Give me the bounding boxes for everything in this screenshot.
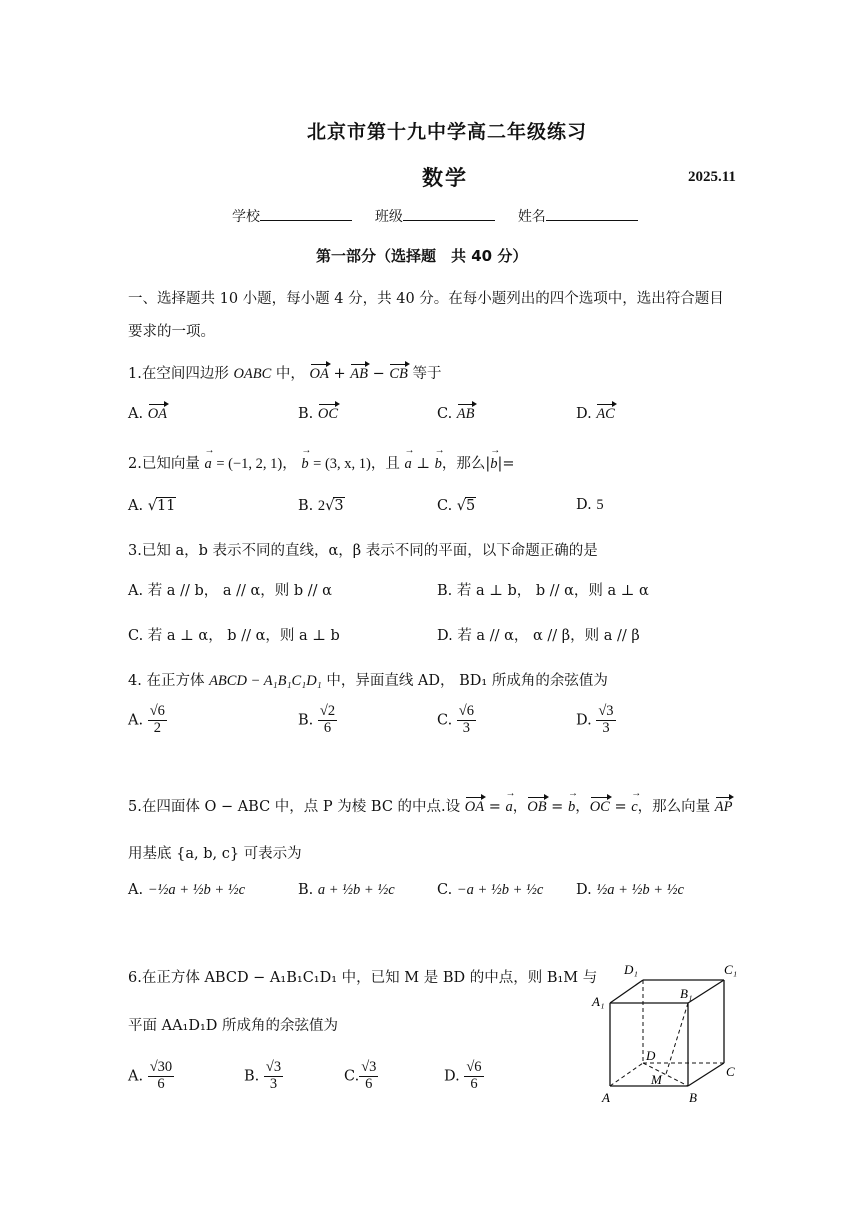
question-3-option-a[interactable]: A. 若 a // b， a // α，则 b // α (128, 583, 332, 599)
question-2-stem: 2.已知向量 → a = (−1, 2, 1)， → b = (3, x, 1)，且 → a ⊥ → b，那么|→ b|= (128, 452, 515, 473)
question-4-stem: 4. 在正方体 ABCD − A₁B₁C₁D₁ 中，异面直线 AD， BD₁ 所成角的余弦值为 (128, 673, 608, 689)
question-6-option-c[interactable]: C. $\frac{√3}{6}$ (344, 1059, 377, 1092)
edge-b1c1 (688, 980, 724, 1003)
question-3-option-c[interactable]: C. 若 a ⊥ α， b // α，则 a ⊥ b (128, 628, 340, 644)
question-5-option-b[interactable]: B. a + ½b + ½c (298, 882, 395, 898)
question-6-stem: 6.在正方体 ABCD − A₁B₁C₁D₁ 中，已知 M 是 BD 的中点，则 B₁M 与 (128, 970, 598, 986)
class-label: 班级 (374, 209, 403, 225)
section-instructions-line2: 要求的一项。 (128, 324, 215, 340)
vector-ab: AB (350, 366, 368, 382)
label-d: D (646, 1048, 656, 1063)
question-5-option-a[interactable]: A. −½a + ½b + ½c (128, 882, 246, 898)
question-2-option-c[interactable]: C. √5 (437, 498, 476, 514)
label-a: A (602, 1090, 610, 1105)
question-6-stem-line2: 平面 AA₁D₁D 所成角的余弦值为 (128, 1018, 339, 1034)
label-a1: A₁ (592, 994, 605, 1009)
name-label: 姓名 (517, 209, 546, 225)
edge-ad (610, 1063, 643, 1086)
question-5-stem-line2: 用基底 {a, b, c} 可表示为 (128, 846, 302, 862)
class-blank[interactable] (403, 206, 495, 221)
vector-cb: CB (389, 366, 408, 382)
exam-date: 2025.11 (688, 169, 736, 185)
question-6-option-a[interactable]: A. $\frac{√30}{6}$ (128, 1059, 173, 1092)
cube-figure (588, 958, 748, 1108)
question-5-stem: 5.在四面体 O − ABC 中，点 P 为棱 BC 的中点.设 OA = → a，OB = → b，OC = → c，那么向量 AP (128, 795, 732, 816)
exam-title: 北京市第十九中学高二年级练习 (307, 121, 588, 143)
vector-oa: OA (309, 366, 329, 382)
question-3-option-d[interactable]: D. 若 a // α， α // β，则 a // β (437, 628, 640, 644)
question-3-option-b[interactable]: B. 若 a ⊥ b， b // α，则 a ⊥ α (437, 583, 649, 599)
question-2-option-a[interactable]: A. √11 (128, 498, 176, 514)
question-6-option-d[interactable]: D. $\frac{√6}{6}$ (444, 1059, 482, 1092)
edge-bd (643, 1063, 688, 1086)
question-1-option-c[interactable]: C. AB (437, 406, 475, 422)
subject-title: 数学 (422, 166, 468, 190)
question-1-option-d[interactable]: D. AC (576, 406, 615, 422)
question-5-option-d[interactable]: D. ½a + ½b + ½c (576, 882, 684, 898)
question-4-option-d[interactable]: D. $\frac{√3}{3}$ (576, 703, 614, 736)
label-m: M (651, 1072, 662, 1087)
question-4-option-b[interactable]: B. $\frac{√2}{6}$ (298, 703, 336, 736)
question-1-option-a[interactable]: A. OA (128, 406, 168, 422)
question-5-option-c[interactable]: C. −a + ½b + ½c (437, 882, 544, 898)
section-title: 第一部分（选择题 共 40 分） (316, 247, 528, 265)
question-2-option-b[interactable]: B. 2√3 (298, 498, 344, 514)
edge-bc (688, 1063, 724, 1086)
question-6-option-b[interactable]: B. $\frac{√3}{3}$ (244, 1059, 282, 1092)
label-c: C (726, 1064, 735, 1079)
label-c1: C₁ (724, 962, 738, 977)
label-d1: D₁ (624, 962, 638, 977)
label-b1: B₁ (680, 986, 693, 1001)
question-1-stem: 1.在空间四边形 OABC 中， OA + AB − CB 等于 (128, 366, 442, 382)
school-blank[interactable] (260, 206, 352, 221)
school-label: 学校 (232, 209, 260, 225)
question-1-option-b[interactable]: B. OC (298, 406, 339, 422)
question-4-option-a[interactable]: A. $\frac{√6}{2}$ (128, 703, 165, 736)
question-2-option-d[interactable]: D. 5 (576, 497, 604, 513)
label-b: B (689, 1090, 697, 1105)
question-3-stem: 3.已知 a，b 表示不同的直线，α，β 表示不同的平面，以下命题正确的是 (128, 543, 598, 559)
student-info-fields (232, 206, 638, 226)
edge-a1d1 (610, 980, 643, 1003)
name-blank[interactable] (546, 206, 638, 221)
edge-b1m (666, 1003, 688, 1074)
question-4-option-c[interactable]: C. $\frac{√6}{3}$ (437, 703, 475, 736)
question-number: 1. (128, 366, 142, 382)
section-instructions-line1: 一、选择题共 10 小题，每小题 4 分，共 40 分。在每小题列出的四个选项中，选出符合题目 (128, 291, 724, 307)
